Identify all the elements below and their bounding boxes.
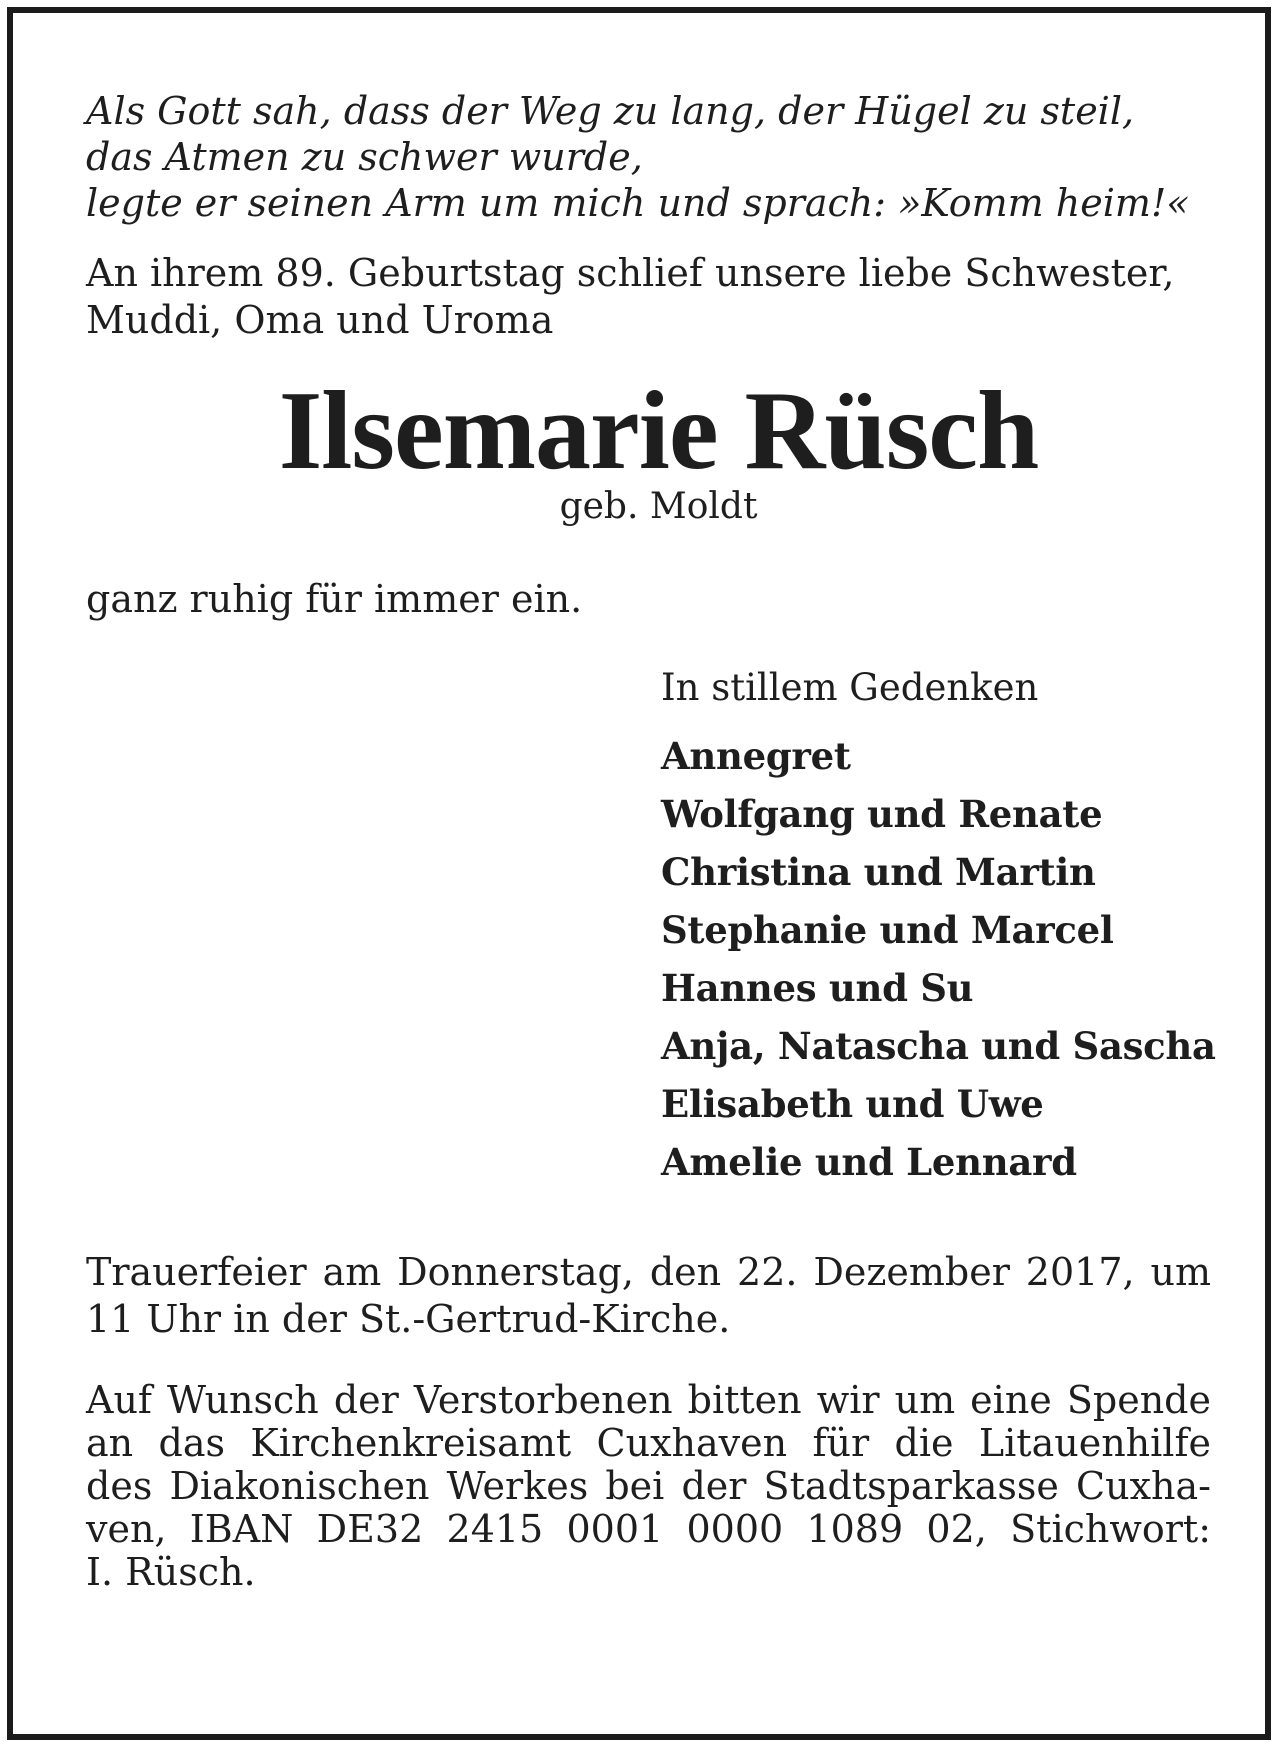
poem-line: das Atmen zu schwer wurde, [86,135,643,179]
maiden-name: geb. Moldt [559,486,758,527]
service-line: 11 Uhr in der St.-Gertrud-Kirche. [86,1297,731,1341]
intro-text [86,250,1211,344]
intro-line: An ihrem 89. Geburtstag schlief unsere liebe Schwester, [86,251,1175,295]
mourner-name: Christina und Martin [661,850,1096,894]
obituary-content [86,88,1216,1594]
mourners-list [661,727,1216,1191]
poem-line: Als Gott sah, dass der Weg zu lang, der Hügel zu steil, [86,89,1135,133]
outro-text: ganz ruhig für immer ein. [86,577,583,621]
donation-line: ven, IBAN DE32 2415 0001 0000 1089 02, Stichwort: [86,1507,1211,1551]
mourner-name: Annegret [661,734,851,778]
donation-text [86,1379,1211,1594]
mourner-name: Anja, Natascha und Sascha [661,1024,1216,1068]
poem [86,88,1211,226]
mourners-lead: In stillem Gedenken [661,666,1039,709]
donation-line: an das Kirchenkreisamt Cuxhaven für die Litauenhilfe [86,1421,1211,1465]
poem-line: legte er seinen Arm um mich und sprach: »Komm heim!« [86,181,1190,225]
mourner-name: Stephanie und Marcel [661,908,1114,952]
service-line: Trauerfeier am Donnerstag, den 22. Dezember 2017, um [86,1250,1211,1294]
funeral-service-text [86,1249,1211,1343]
intro-line: Muddi, Oma und Uroma [86,298,554,342]
mourner-name: Elisabeth und Uwe [661,1082,1044,1126]
donation-line: Auf Wunsch der Verstorbenen bitten wir um eine Spende [86,1378,1211,1422]
obituary-frame [7,7,1271,1740]
deceased-name: Ilsemarie Rüsch [278,369,1039,493]
donation-line: des Diakonischen Werkes bei der Stadtsparkasse Cuxha- [86,1464,1211,1508]
mourner-name: Hannes und Su [661,966,974,1010]
mourners-block [661,665,1216,1191]
donation-line: I. Rüsch. [86,1550,256,1594]
mourner-name: Wolfgang und Renate [661,792,1103,836]
mourner-name: Amelie und Lennard [661,1140,1077,1184]
